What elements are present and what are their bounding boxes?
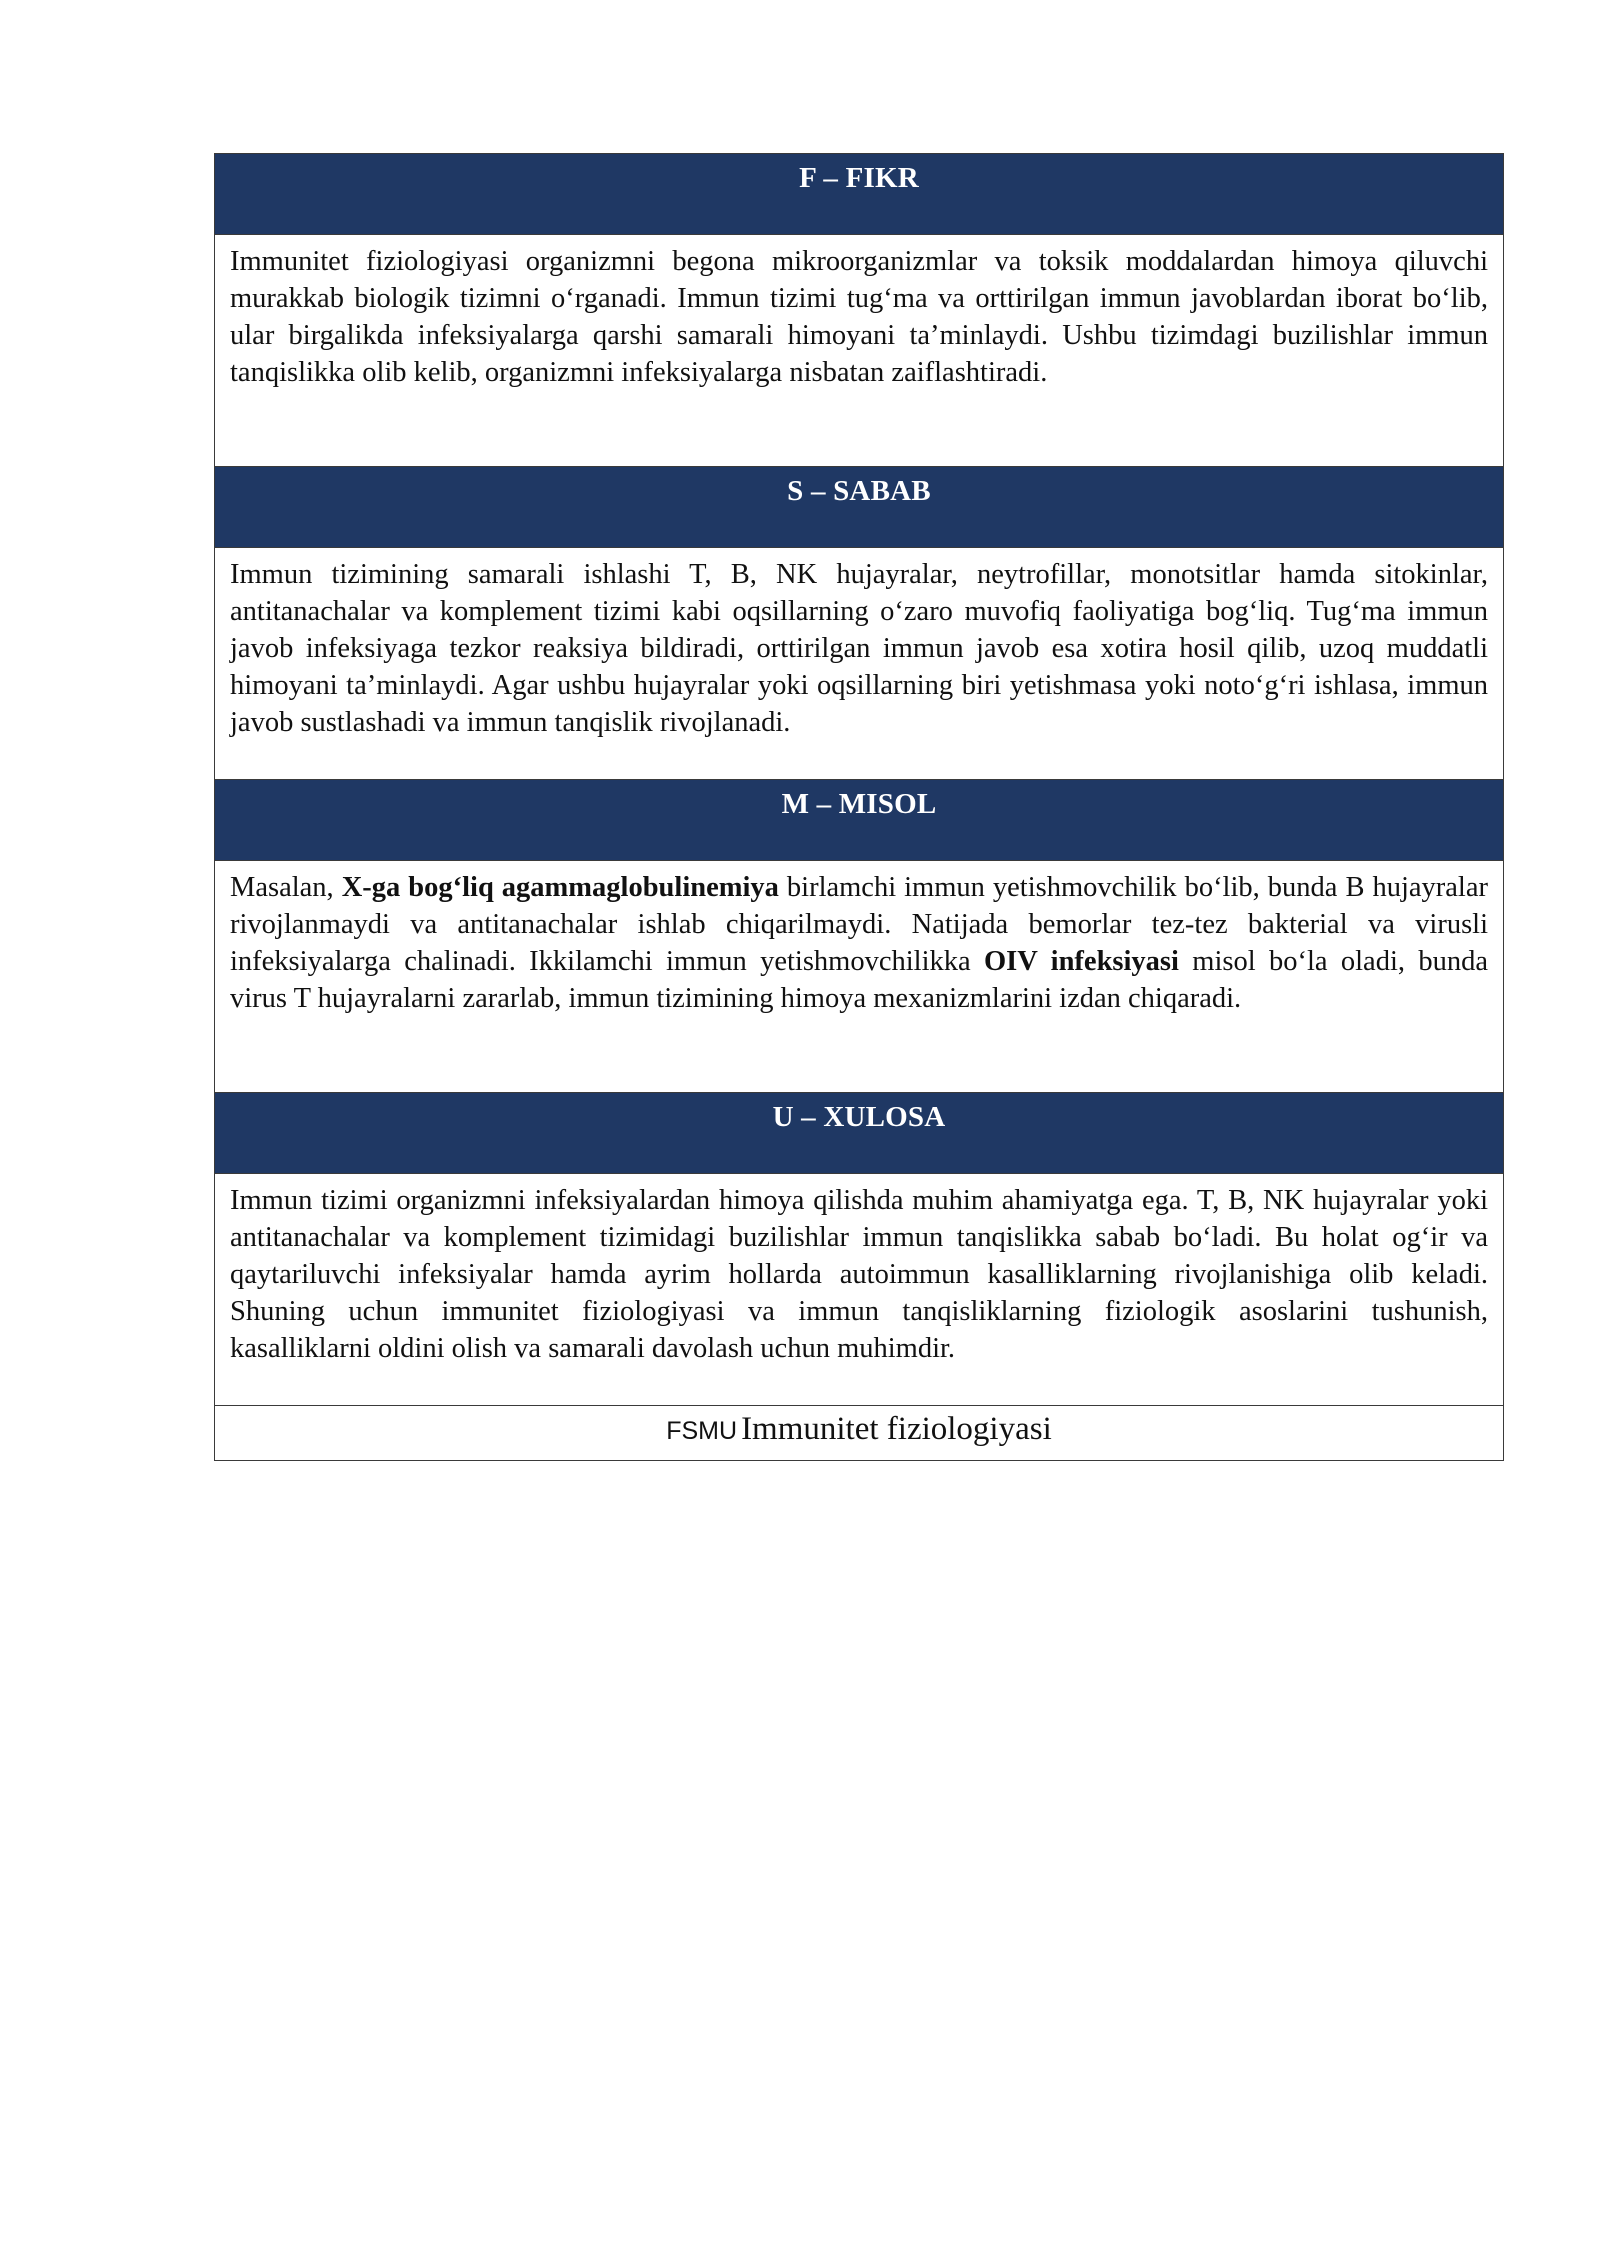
bold-term: OIV infeksiyasi (983, 946, 1179, 977)
section-title: F – FIKR (799, 162, 919, 194)
table-footer (215, 1406, 1503, 1460)
section-body-misol (215, 861, 1503, 1093)
text-run: Masalan, (230, 872, 342, 903)
section-text: Immun tizimining samarali ishlashi T, B, NK hujayralar, neytrofillar, monotsitlar hamda sitokinlar, antitanachalar va komplement tizimi kabi oqsillarning o‘zaro muvofiq faoliyatiga bog‘liq. Tug‘ma immun javob infeksiyaga tezkor reaksiya bildiradi, orttirilgan immun javob esa xotira hosil qilib, uzoq muddatli himoyani ta’minlaydi. Agar ushbu hujayralar yoki oqsillarning biri yetishmasa yoki noto‘g‘ri ishlasa, immun javob sustlashadi va immun tanqislik rivojlanadi. (230, 559, 1488, 738)
section-title: M – MISOL (781, 788, 937, 820)
text-run: misol bo‘la oladi, bunda virus T hujayralarni zararlab, immun tizimining himoya mexanizmlarini izdan chiqaradi. (230, 946, 1488, 1014)
section-body-xulosa (215, 1174, 1503, 1406)
bold-term: X-ga bog‘liq agammaglobulinemiya (341, 872, 779, 903)
section-title: U – XULOSA (772, 1101, 946, 1133)
fsmu-table (214, 153, 1504, 1461)
section-text: Immunitet fiziologiyasi organizmni begona mikroorganizmlar va toksik moddalardan himoya qiluvchi murakkab biologik tizimni o‘rganadi. Immun tizimi tug‘ma va orttirilgan immun javoblardan iborat bo‘lib, ular birgalikda infeksiyalarga qarshi samarali himoyani ta’minlaydi. Ushbu tizimdagi buzilishlar immun tanqislikka olib kelib, organizmni infeksiyalarga nisbatan zaiflashtiradi. (230, 246, 1488, 388)
section-header-misol (215, 780, 1503, 861)
section-header-fikr (215, 154, 1503, 235)
section-text: Immun tizimi organizmni infeksiyalardan himoya qilishda muhim ahamiyatga ega. T, B, NK hujayralar yoki antitanachalar va komplement tizimidagi buzilishlar immun tanqislikka sabab bo‘ladi. Bu holat og‘ir va qaytariluvchi infeksiyalar hamda ayrim hollarda autoimmun kasalliklarning rivojlanishiga olib keladi. Shuning uchun immunitet fiziologiyasi va immun tanqisliklarning fiziologik asoslarini tushunish, kasalliklarni oldini olish va samarali davolash uchun muhimdir. (230, 1185, 1488, 1364)
section-header-xulosa (215, 1093, 1503, 1174)
section-title: S – SABAB (787, 475, 931, 507)
footer-org: FSMU (666, 1417, 738, 1445)
footer-title: Immunitet fiziologiyasi (741, 1411, 1052, 1447)
section-text (230, 869, 1488, 1017)
section-body-fikr (215, 235, 1503, 467)
section-header-sabab (215, 467, 1503, 548)
section-body-sabab (215, 548, 1503, 780)
text-run: birlamchi immun yetishmovchilik bo‘lib, bunda B hujayralar rivojlanmaydi va antitanachalar ishlab chiqarilmaydi. Natijada bemorlar tez-tez bakterial va virusli infeksiyalarga chalinadi. Ikkilamchi immun yetishmovchilikka (230, 872, 1488, 977)
